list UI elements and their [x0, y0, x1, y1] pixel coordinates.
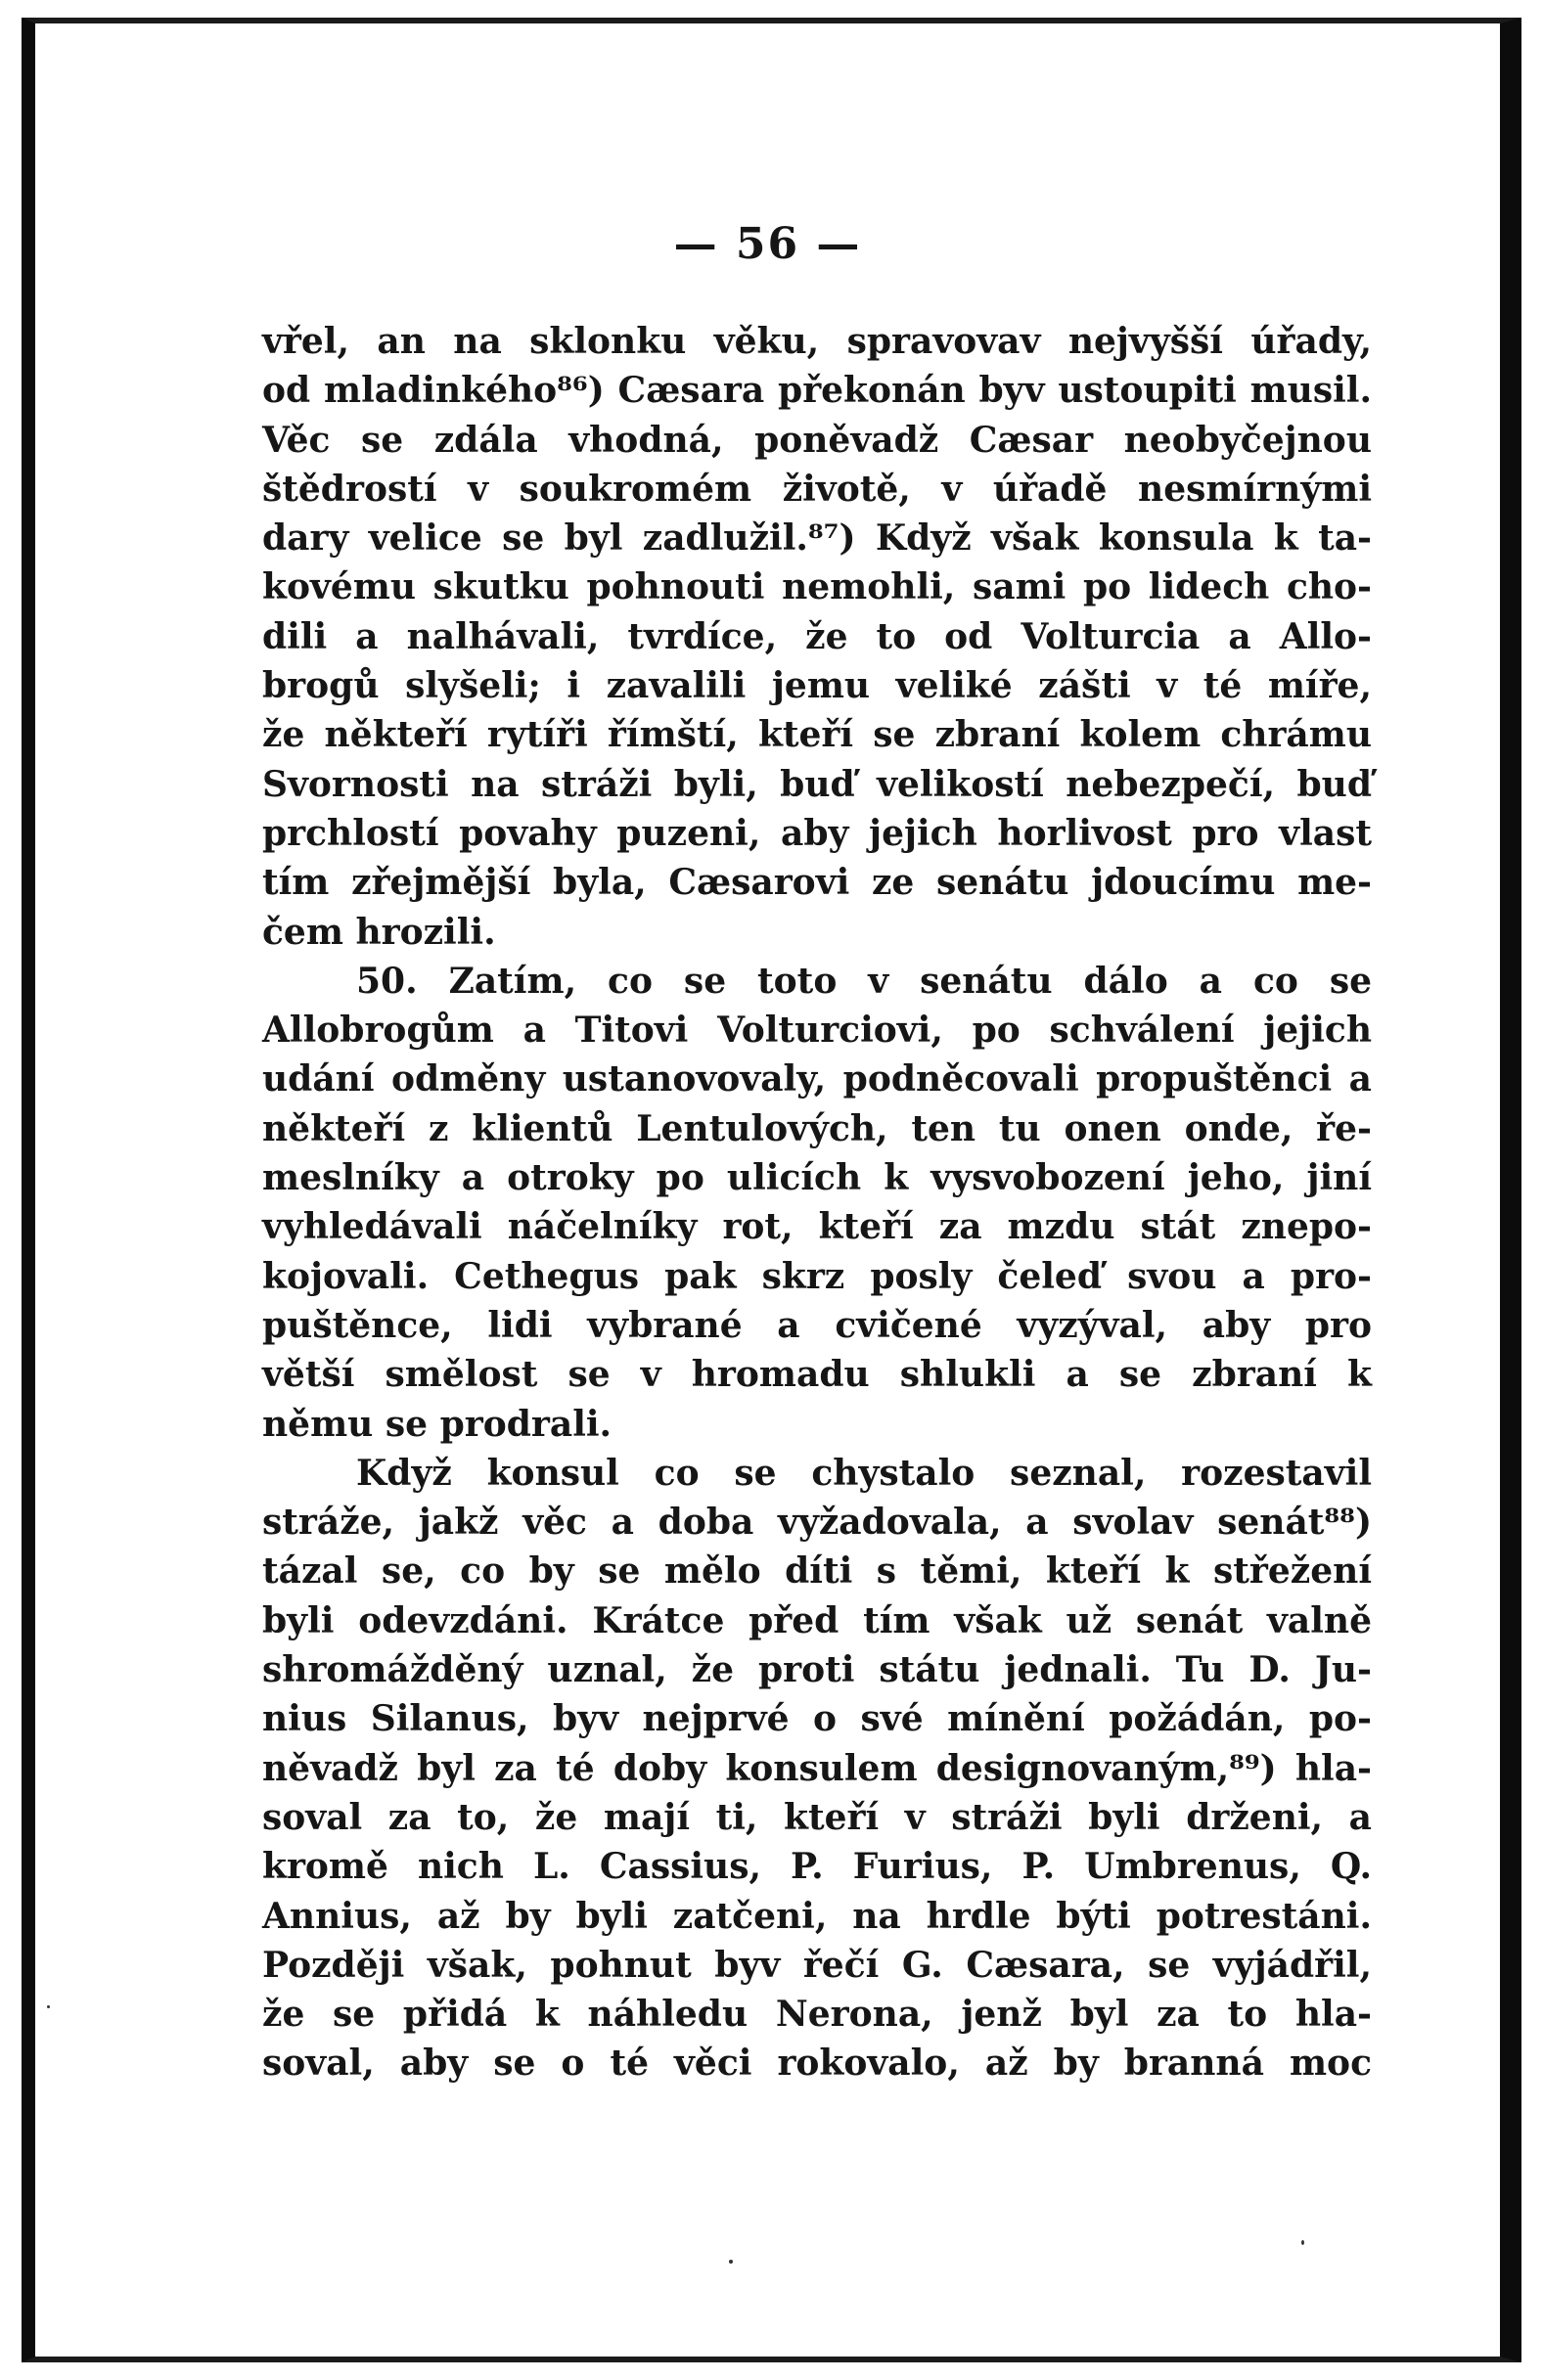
body-text: [262, 317, 1372, 2088]
text-line: dary velice se byl zadlužil.⁸⁷) Když však konsula k ta-: [262, 517, 1372, 560]
text-line: nius Silanus, byv nejprvé o své mínění požádán, po-: [262, 1698, 1372, 1740]
text-line: kovému skutku pohnouti nemohli, sami po lidech cho-: [262, 566, 1372, 608]
text-line: že někteří rytíři římští, kteří se zbraní kolem chrámu: [262, 714, 1372, 756]
text-line: Annius, až by byli zatčeni, na hrdle býti potrestáni.: [262, 1895, 1372, 1937]
text-line: vřel, an na sklonku věku, spravovav nejvyšší úřady,: [262, 321, 1372, 362]
text-line: tím zřejmější byla, Cæsarovi ze senátu jdoucímu me-: [262, 862, 1372, 904]
page-number: — 56 —: [673, 219, 862, 269]
text-line: stráže, jakž věc a doba vyžadovala, a svolav senát⁸⁸): [262, 1502, 1372, 1544]
text-line: štědrostí v soukromém životě, v úřadě nesmírnými: [262, 468, 1372, 510]
text-line: Svornosti na stráži byli, buď velikostí nebezpečí, buď: [262, 763, 1372, 805]
paper-speck: [729, 2260, 733, 2264]
text-line: kromě nich L. Cassius, P. Furius, P. Umbrenus, Q.: [262, 1846, 1372, 1888]
text-line: od mladinkého⁸⁶) Cæsara překonán byv ustoupiti musil.: [262, 370, 1372, 412]
text-line: čem hrozili.: [262, 911, 496, 953]
paper-speck: [47, 2005, 50, 2008]
text-line: kojovali. Cethegus pak skrz posly čeleď svou a pro-: [262, 1255, 1372, 1297]
paper-speck: [1301, 2240, 1304, 2245]
text-line: něvadž byl za té doby konsulem designovaným,⁸⁹) hla-: [262, 1747, 1372, 1789]
text-line: soval za to, že mají ti, kteří v stráži byli drženi, a: [262, 1796, 1372, 1838]
text-line: že se přidá k náhledu Nerona, jenž byl za to hla-: [262, 1994, 1372, 2036]
text-line: meslníky a otroky po ulicích k vysvobození jeho, jiní: [262, 1157, 1372, 1199]
text-line: 50. Zatím, co se toto v senátu dálo a co se: [356, 960, 1372, 1002]
text-line: vyhledávali náčelníky rot, kteří za mzdu stát znepo-: [262, 1206, 1372, 1248]
text-line: někteří z klientů Lentulových, ten tu onen onde, ře-: [262, 1107, 1372, 1149]
text-line: shromážděný uznal, že proti státu jednali. Tu D. Ju-: [262, 1649, 1372, 1691]
text-line: brogů slyšeli; i zavalili jemu veliké zášti v té míře,: [262, 665, 1372, 707]
text-line: udání odměny ustanovovaly, podněcovali propuštěnci a: [262, 1058, 1372, 1100]
text-line: Později však, pohnut byv řečí G. Cæsara, se vyjádřil,: [262, 1944, 1372, 1986]
text-line: prchlostí povahy puzeni, aby jejich horlivost pro vlast: [262, 812, 1372, 854]
text-line: němu se prodrali.: [262, 1403, 613, 1445]
text-line: byli odevzdáni. Krátce před tím však už senát valně: [262, 1599, 1372, 1641]
text-line: Když konsul co se chystalo seznal, rozestavil: [356, 1452, 1372, 1494]
text-line: dili a nalhávali, tvrdíce, že to od Volturcia a Allo-: [262, 615, 1372, 657]
text-line: puštěnce, lidi vybrané a cvičené vyzýval, aby pro: [262, 1304, 1372, 1346]
text-line: tázal se, co by se mělo díti s těmi, kteří k střežení: [262, 1550, 1372, 1593]
text-line: Věc se zdála vhodná, poněvadž Cæsar neobyčejnou: [262, 419, 1372, 461]
text-line: Allobrogům a Titovi Volturciovi, po schválení jejich: [262, 1010, 1372, 1052]
text-line: soval, aby se o té věci rokovalo, až by branná moc: [262, 2043, 1372, 2085]
book-page: [22, 18, 1521, 2362]
text-line: větší smělost se v hromadu shlukli a se zbraní k: [262, 1354, 1372, 1396]
